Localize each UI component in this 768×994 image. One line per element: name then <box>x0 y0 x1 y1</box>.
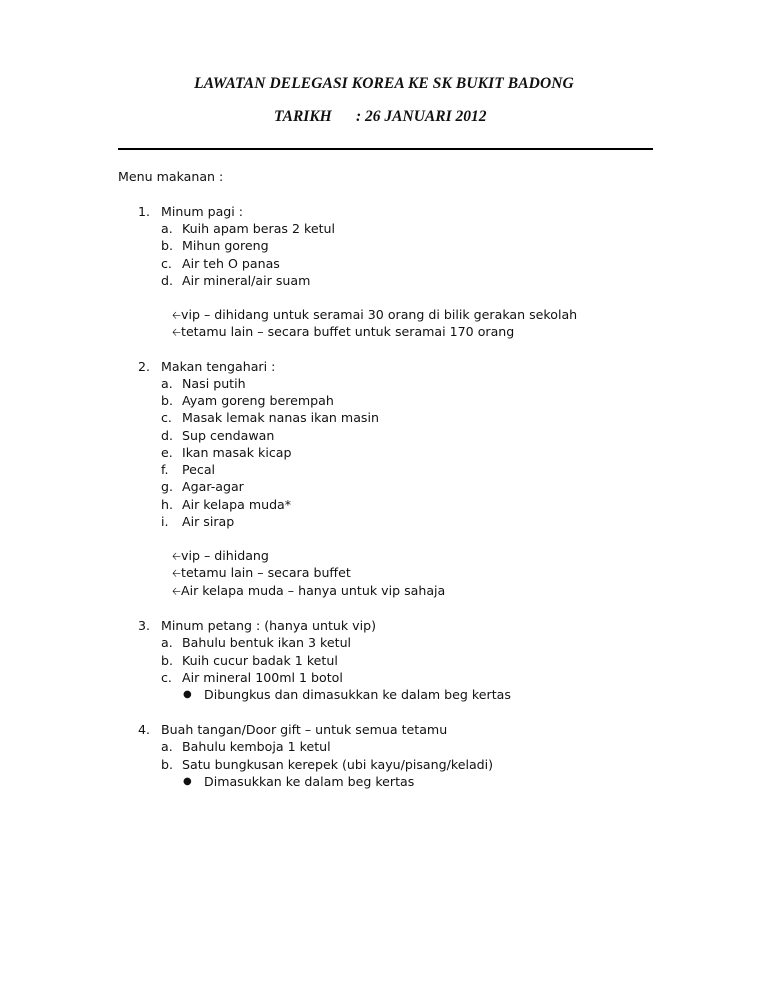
item-letter: b. <box>161 757 173 772</box>
section-title: Minum petang : (hanya untuk vip) <box>161 618 377 633</box>
document-title: LAWATAN DELEGASI KOREA KE SK BUKIT BADONG <box>194 75 574 92</box>
section-number: 4. <box>138 722 151 737</box>
item-letter: c. <box>161 410 172 425</box>
item-text: Satu bungkusan kerepek (ubi kayu/pisang/keladi) <box>182 757 494 772</box>
serving-note <box>172 323 514 341</box>
item-text: Masak lemak nanas ikan masin <box>182 410 379 425</box>
item-letter: a. <box>161 376 173 391</box>
item-text: Air kelapa muda* <box>182 497 292 512</box>
item-text: Bahulu bentuk ikan 3 ketul <box>182 635 352 650</box>
item-letter: f. <box>161 462 169 477</box>
item-text: Nasi putih <box>182 376 246 391</box>
item-letter: a. <box>161 221 173 236</box>
item-text: Air sirap <box>182 514 235 529</box>
arrow-left-icon: 🡠 <box>172 585 181 598</box>
section-number: 2. <box>138 359 151 374</box>
arrow-left-icon: 🡠 <box>172 550 181 563</box>
bullet-text: Dibungkus dan dimasukkan ke dalam beg kertas <box>204 687 511 702</box>
menu-label: Menu makanan : <box>118 169 224 184</box>
item-text: Ayam goreng berempah <box>182 393 334 408</box>
note-text: vip – dihidang <box>181 548 269 563</box>
bullet-dot-icon: ● <box>183 689 192 700</box>
item-text: Kuih cucur badak 1 ketul <box>182 653 338 668</box>
item-text: Air mineral/air suam <box>182 273 311 288</box>
section-title: Buah tangan/Door gift – untuk semua tetamu <box>161 722 448 737</box>
note-text: tetamu lain – secara buffet untuk seramai 170 orang <box>181 324 515 339</box>
item-letter: a. <box>161 739 173 754</box>
serving-note <box>172 306 577 324</box>
item-text: Kuih apam beras 2 ketul <box>182 221 336 236</box>
section-title: Makan tengahari : <box>161 359 276 374</box>
item-text: Ikan masak kicap <box>182 445 292 460</box>
arrow-left-icon: 🡠 <box>172 567 181 580</box>
note-text: tetamu lain – secara buffet <box>181 565 351 580</box>
section-title: Minum pagi : <box>161 204 244 219</box>
serving-note <box>172 582 445 600</box>
item-letter: b. <box>161 393 173 408</box>
serving-note <box>172 547 269 565</box>
item-letter: b. <box>161 653 173 668</box>
item-text: Sup cendawan <box>182 428 275 443</box>
item-text: Bahulu kemboja 1 ketul <box>182 739 331 754</box>
date-value: : 26 JANUARI 2012 <box>356 108 487 125</box>
item-letter: d. <box>161 273 173 288</box>
item-letter: e. <box>161 445 173 460</box>
date-row <box>274 108 486 126</box>
note-text: vip – dihidang untuk seramai 30 orang di bilik gerakan sekolah <box>181 307 578 322</box>
date-label: TARIKH <box>274 108 332 125</box>
item-letter: c. <box>161 670 172 685</box>
arrow-left-icon: 🡠 <box>172 309 181 322</box>
item-text: Air teh O panas <box>182 256 280 271</box>
item-letter: g. <box>161 479 173 494</box>
item-letter: i. <box>161 514 169 529</box>
note-text: Air kelapa muda – hanya untuk vip sahaja <box>181 583 446 598</box>
bullet-text: Dimasukkan ke dalam beg kertas <box>204 774 415 789</box>
item-letter: h. <box>161 497 173 512</box>
header-divider <box>118 148 653 150</box>
item-letter: a. <box>161 635 173 650</box>
bullet-dot-icon: ● <box>183 776 192 787</box>
item-text: Agar-agar <box>182 479 244 494</box>
section-number: 1. <box>138 204 151 219</box>
serving-note <box>172 564 351 582</box>
item-text: Air mineral 100ml 1 botol <box>182 670 343 685</box>
item-text: Mihun goreng <box>182 238 269 253</box>
item-text: Pecal <box>182 462 216 477</box>
arrow-left-icon: 🡠 <box>172 326 181 339</box>
item-letter: d. <box>161 428 173 443</box>
item-letter: c. <box>161 256 172 271</box>
item-letter: b. <box>161 238 173 253</box>
section-number: 3. <box>138 618 151 633</box>
